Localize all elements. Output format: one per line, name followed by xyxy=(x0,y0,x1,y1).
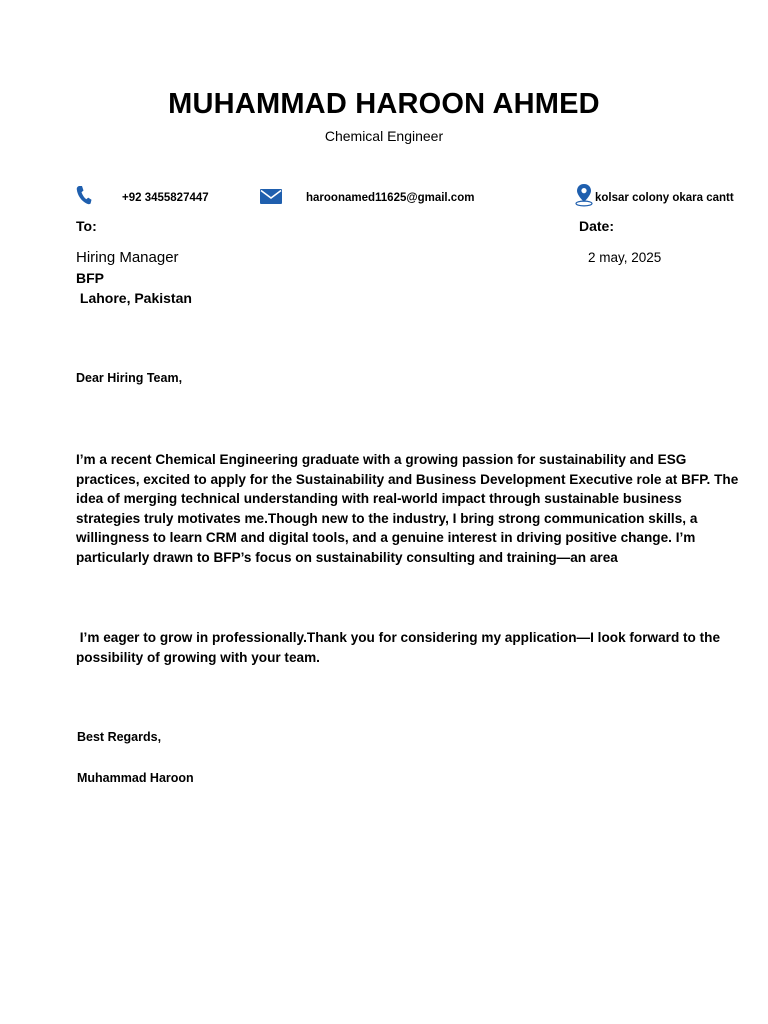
location-pin-icon xyxy=(574,183,594,207)
paragraph-line: willingness to learn CRM and digital tools, and a genuine interest in driving positive change. I’m xyxy=(76,530,696,546)
closing: Best Regards, xyxy=(77,730,162,744)
to-label: To: xyxy=(76,218,97,234)
paragraph-line: I’m a recent Chemical Engineering graduate with a growing passion for sustainability and ESG xyxy=(76,452,687,467)
date-label: Date: xyxy=(579,218,615,234)
phone-number: +92 3455827447 xyxy=(122,192,209,204)
phone-icon xyxy=(76,185,92,205)
recipient-company: BFP xyxy=(76,270,104,286)
paragraph-line: particularly drawn to BFP’s focus on sustainability consulting and training—an area xyxy=(76,549,618,565)
paragraph-line: I’m eager to grow in professionally.Thank you for considering my application—I look forward to the xyxy=(76,630,721,645)
applicant-name: MUHAMMAD HAROON AHMED xyxy=(168,88,600,120)
paragraph-line: idea of merging technical understanding with real-world impact through sustainable business xyxy=(76,491,682,507)
signature: Muhammad Haroon xyxy=(77,771,194,785)
email-address: haroonamed11625@gmail.com xyxy=(306,192,475,204)
recipient-title: Hiring Manager xyxy=(76,249,179,266)
paragraph-line: possibility of growing with your team. xyxy=(76,649,320,665)
recipient-location: Lahore, Pakistan xyxy=(76,290,192,306)
email-icon xyxy=(260,189,282,204)
salutation: Dear Hiring Team, xyxy=(76,371,183,385)
applicant-role: Chemical Engineer xyxy=(324,128,444,144)
paragraph-line: strategies truly motivates me.Though new to the industry, I bring strong communication skills, a xyxy=(76,510,698,526)
home-address: kolsar colony okara cantt xyxy=(595,192,734,204)
paragraph-line: practices, excited to apply for the Sustainability and Business Development Executive role at BFP. The xyxy=(76,471,739,487)
letter-date: 2 may, 2025 xyxy=(588,250,662,265)
body-paragraph-1 xyxy=(76,450,739,568)
body-paragraph-2 xyxy=(76,628,736,667)
